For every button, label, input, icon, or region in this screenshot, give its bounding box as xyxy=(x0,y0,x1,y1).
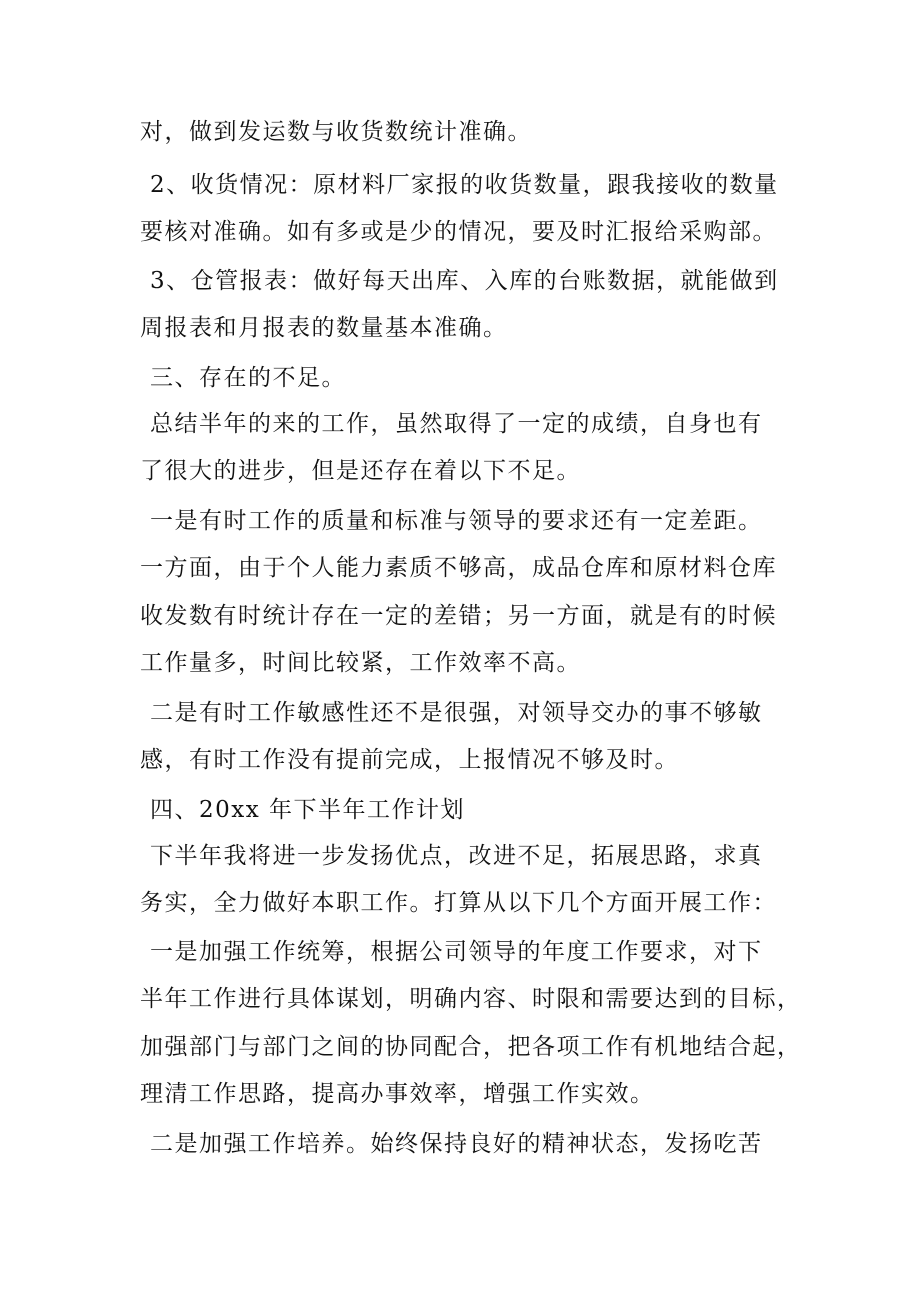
text-line: 半年工作进行具体谋划，明确内容、时限和需要达到的目标， xyxy=(140,986,802,1012)
text-line: 一方面，由于个人能力素质不够高，成品仓库和原材料仓库 xyxy=(140,555,777,581)
text-line: 总结半年的来的工作，虽然取得了一定的成绩，自身也有 xyxy=(150,411,763,437)
text-line: 2、收货情况：原材料厂家报的收货数量，跟我接收的数量 xyxy=(150,172,779,198)
text-line: 一是有时工作的质量和标准与领导的要求还有一定差距。 xyxy=(150,508,763,534)
text-line: 理清工作思路，提高办事效率，增强工作实效。 xyxy=(140,1081,655,1107)
text-line: 收发数有时统计存在一定的差错；另一方面，就是有的时候 xyxy=(140,603,777,629)
text-line: 周报表和月报表的数量基本准确。 xyxy=(140,315,508,341)
text-line: 了很大的进步，但是还存在着以下不足。 xyxy=(140,458,581,484)
text-line: 二是加强工作培养。始终保持良好的精神状态，发扬吃苦 xyxy=(150,1131,763,1157)
text-line: 工作量多，时间比较紧，工作效率不高。 xyxy=(140,650,581,676)
text-line: 要核对准确。如有多或是少的情况，要及时汇报给采购部。 xyxy=(140,219,777,245)
text-line: 务实，全力做好本职工作。打算从以下几个方面开展工作： xyxy=(140,890,777,916)
text-line: 一是加强工作统筹，根据公司领导的年度工作要求，对下 xyxy=(150,939,763,965)
text-line: 3、仓管报表：做好每天出库、入库的台账数据，就能做到 xyxy=(150,268,779,294)
text-line: 感，有时工作没有提前完成，上报情况不够及时。 xyxy=(140,747,679,773)
text-line: 二是有时工作敏感性还不是很强，对领导交办的事不够敏 xyxy=(150,700,763,726)
section-heading: 三、存在的不足。 xyxy=(150,365,346,391)
text-line: 加强部门与部门之间的协同配合，把各项工作有机地结合起， xyxy=(140,1034,802,1060)
section-heading: 四、20xx 年下半年工作计划 xyxy=(150,797,466,823)
text-line: 对，做到发运数与收货数统计准确。 xyxy=(140,119,532,145)
text-line: 下半年我将进一步发扬优点，改进不足，拓展思路，求真 xyxy=(150,843,763,869)
